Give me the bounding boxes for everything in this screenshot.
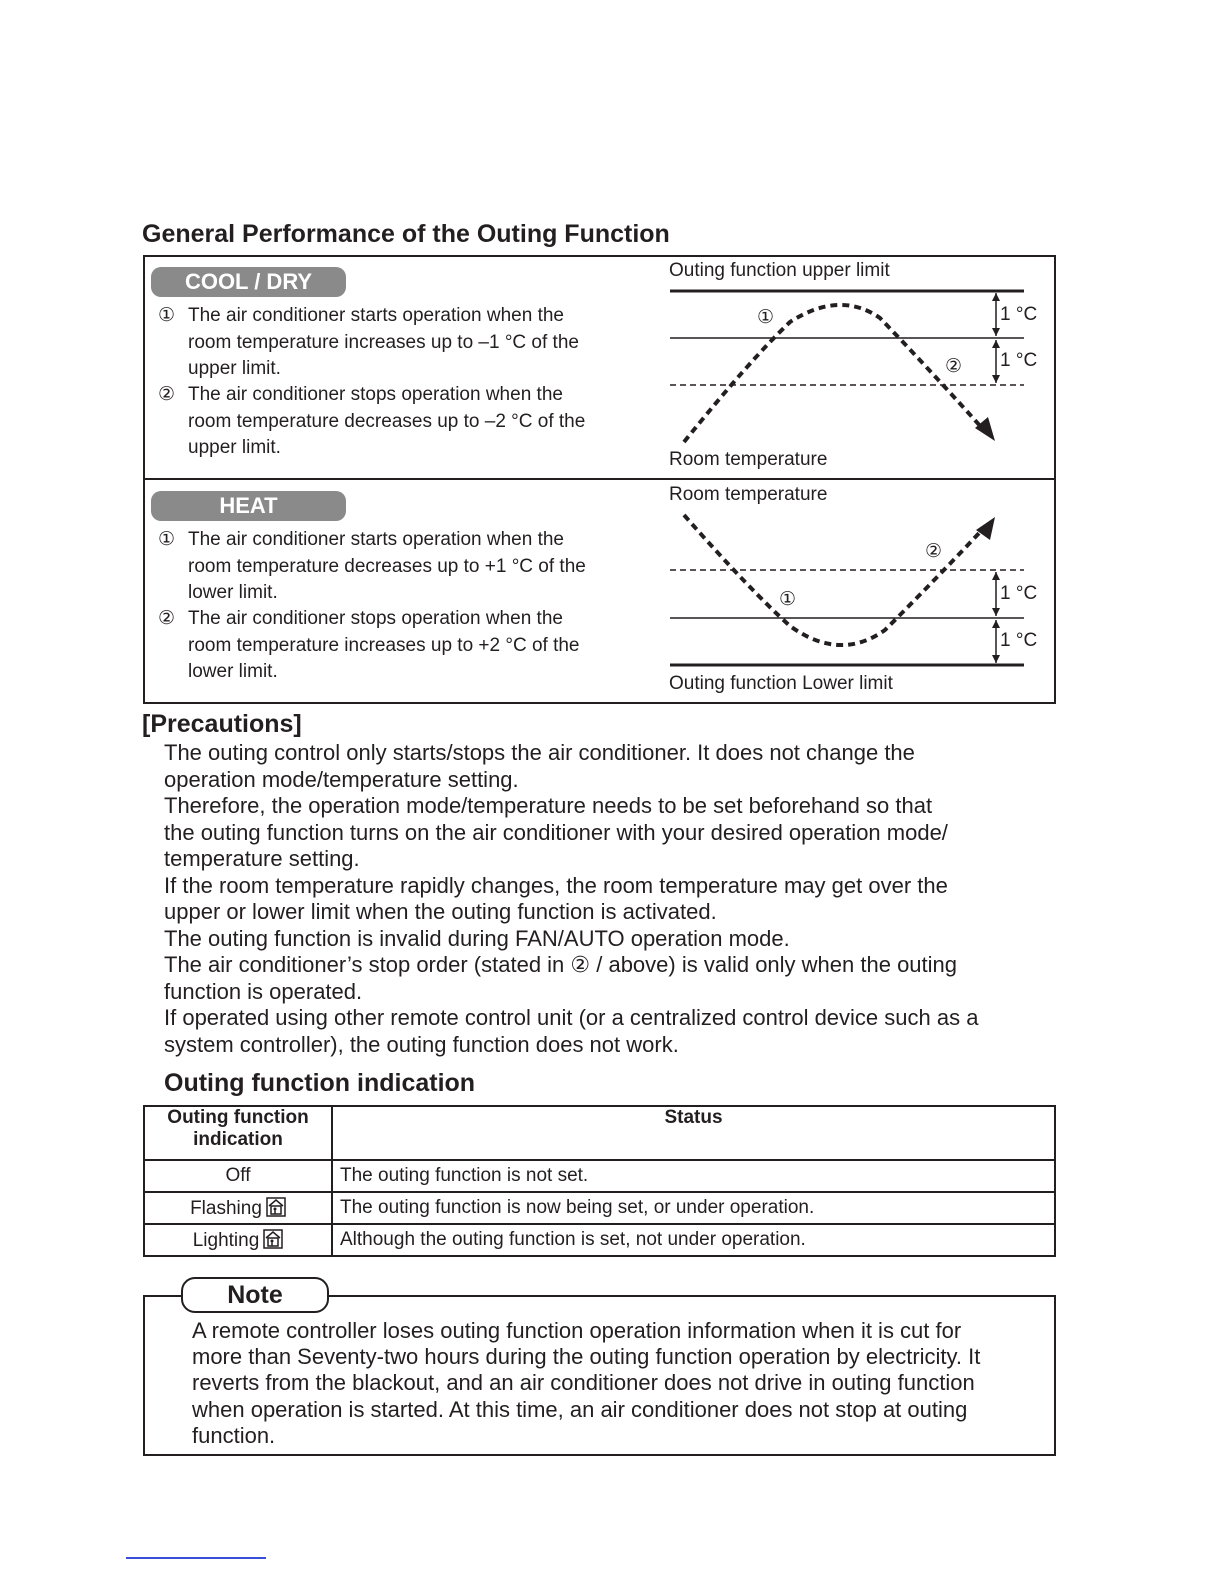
heat-item-2-number: ② [158,608,176,629]
indication-table [143,1105,1056,1257]
precautions-line: upper or lower limit when the outing function is activated. [164,899,717,924]
indication-cell: Lighting [144,1224,332,1256]
cool-upper-limit-label: Outing function upper limit [669,260,890,281]
heat-item-1-line: room temperature decreases up to +1 °C of the [188,555,586,577]
precautions-line: The outing control only starts/stops the air conditioner. It does not change the [164,740,915,765]
note-title: Note [181,1277,329,1313]
precautions-line: operation mode/temperature setting. [164,766,519,792]
table-row [144,1160,1055,1192]
footer-rule [126,1557,266,1559]
note-line: more than Seventy-two hours during the outing function operation by electricity. It [192,1344,981,1370]
cool-room-temp-label: Room temperature [669,449,828,470]
cool-step-1-label: 1 °C [1000,304,1038,325]
status-cell: Although the outing function is set, not under operation. [332,1224,1055,1256]
precautions-line: If operated using other remote control unit (or a centralized control device such as a [164,1005,979,1030]
outing-house-icon [263,1229,283,1249]
indication-col-header: Outing function indication [144,1106,332,1160]
cool-item-1-line: upper limit. [188,358,281,379]
heat-item-2-line: lower limit. [188,661,278,682]
note-line: function. [192,1422,276,1448]
table-row [144,1192,1055,1224]
table-row [144,1224,1055,1256]
cool-item-2-line: The air conditioner stops operation when the [188,384,563,405]
precautions-line: function is operated. [164,978,363,1004]
cool-step-2-label: 1 °C [1000,350,1038,371]
heat-marker-1: ① [779,589,797,610]
precautions-line: The air conditioner’s stop order (stated in ② / above) is valid only when the outing [164,952,958,977]
heat-item-1-line: lower limit. [188,582,278,603]
precautions-title: [Precautions] [142,710,302,738]
heat-item-2-line: The air conditioner stops operation when the [188,608,563,629]
note-line: when operation is started. At this time, an air conditioner does not stop at outing [192,1396,968,1422]
indication-cell: Flashing [144,1192,332,1224]
cool-item-1-number: ① [158,305,176,326]
performance-divider [143,478,1056,480]
heat-step-1-label: 1 °C [1000,583,1038,604]
cool-dry-pill: COOL / DRY [151,267,346,297]
precautions-line: system controller), the outing function does not work. [164,1031,679,1057]
cool-item-1-line: room temperature increases up to –1 °C of the [188,331,579,353]
indication-cell: Off [144,1160,332,1192]
cool-item-2-line: room temperature decreases up to –2 °C of the [188,410,586,432]
note-line: reverts from the blackout, and an air conditioner does not drive in outing function [192,1370,975,1396]
heat-lower-limit-label: Outing function Lower limit [669,673,893,694]
heat-room-temp-label: Room temperature [669,484,828,505]
note-line: A remote controller loses outing function operation information when it is cut for [192,1318,962,1343]
precautions-line: If the room temperature rapidly changes, the room temperature may get over the [164,872,948,898]
heat-pill: HEAT [151,491,346,521]
status-col-header: Status [332,1106,1055,1160]
status-cell: The outing function is now being set, or under operation. [332,1192,1055,1224]
cool-item-2-line: upper limit. [188,437,281,458]
indication-title: Outing function indication [164,1069,476,1097]
precautions-line: The outing function is invalid during FAN/AUTO operation mode. [164,925,790,951]
section-title: General Performance of the Outing Function [142,220,670,248]
cool-marker-2: ② [945,356,963,377]
heat-item-2-line: room temperature increases up to +2 °C of the [188,634,580,656]
cool-item-1-line: The air conditioner starts operation when the [188,305,564,326]
cool-item-2-number: ② [158,384,176,405]
precautions-text [164,740,978,1058]
precautions-line: the outing function turns on the air conditioner with your desired operation mode/ [164,819,948,845]
heat-marker-2: ② [925,541,943,562]
precautions-line: Therefore, the operation mode/temperature needs to be set beforehand so that [164,793,933,818]
heat-step-2-label: 1 °C [1000,630,1038,651]
precautions-line: temperature setting. [164,846,360,871]
cool-marker-1: ① [757,307,775,328]
heat-item-1-number: ① [158,529,176,550]
heat-item-1-line: The air conditioner starts operation when the [188,529,564,550]
indication-header-row [144,1106,1055,1160]
status-cell: The outing function is not set. [332,1160,1055,1192]
outing-house-icon [266,1197,286,1217]
note-text [192,1318,980,1449]
